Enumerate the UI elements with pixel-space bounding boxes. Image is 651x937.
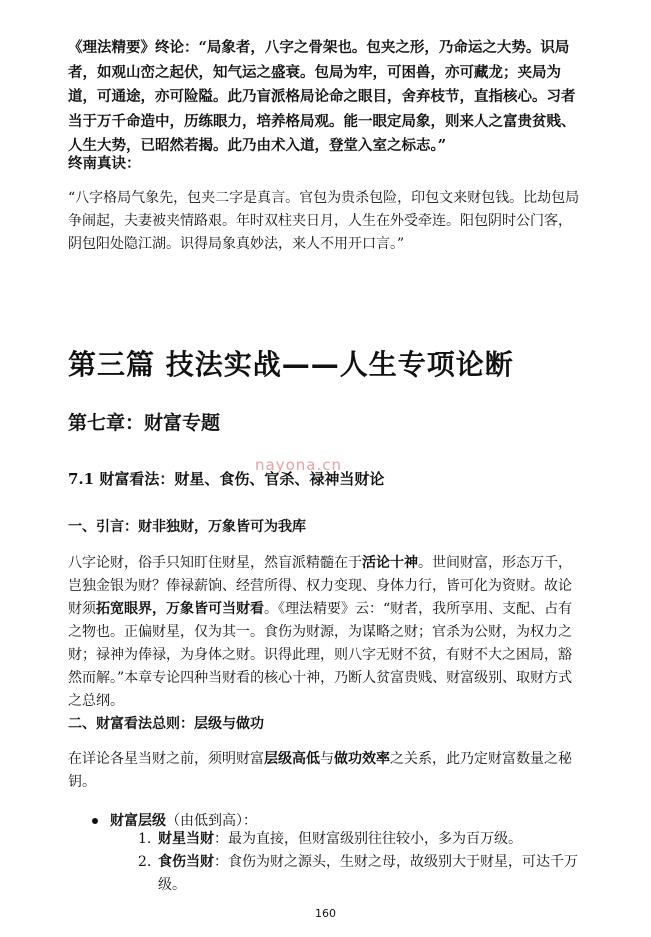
quote-text: 局象者，八字之骨架也。包夹之形，乃命运之大势。识局者，如观山峦之起伏，知气运之盛衰。包局为牢，可困兽，亦可藏龙；夹局为道，可通途，亦可险隘。此乃盲派格局论命之眼目，舍弃枝节，直指核心。习者当于万千命造中，历练眼力，培养格局观。能一眼定局象，则来人之富贵贫贱、人生大势，已昭然若揭。此乃由术入道，登堂入室之标志。”: [68, 39, 576, 154]
list-item: [138, 828, 584, 851]
intro-bold-1: 活论十神: [362, 555, 418, 571]
principles-text-1: 在详论各星当财之前，须明财富: [68, 751, 264, 767]
list-item-text: ：食伤为财之源头，生财之母，故级别大于财星，可达千万级。: [158, 854, 578, 893]
list-item-text: ：最为直接，但财富级别往往较小，多为百万级。: [214, 831, 522, 847]
closing-quote-paragraph: [68, 36, 584, 159]
part-title: 第三篇 技法实战——人生专项论断: [68, 348, 514, 381]
list-item-label: 食伤当财: [158, 854, 214, 870]
principles-text-2: 之关系，此乃定财富数量之秘钥。: [68, 751, 572, 790]
section-title: 7.1 财富看法：财星、食伤、官杀、禄神当财论: [68, 470, 385, 488]
principles-paragraph: [68, 748, 584, 794]
chapter-title: 第七章：财富专题: [68, 412, 221, 434]
bullet-wealth-levels: [92, 810, 257, 830]
intro-paragraph: [68, 552, 584, 713]
list-item-number: 1.: [138, 831, 152, 847]
intro-text-1: 八字论财，俗手只知盯住财星，然盲派精髓在于: [68, 555, 362, 571]
list-item-label: 财星当财: [158, 831, 214, 847]
intro-text-3: 。《理法精要》云：“财者，我所享用、支配、占有之物也。正偏财星，仅为其一。食伤为财源，为谋略之财；官杀为公财，为权力之财；禄神为俸禄，为身体之财。识得此理，则八字无财不贫，有财不大之困局，豁然而解。”本章专论四种当财看的核心十神，乃断人贫富贵贱、财富级别、取财方式之总纲。: [68, 601, 573, 709]
intro-text-2: 。世间财富，形态万千，岂独金银为财？俸禄薪饷、经营所得、权力变现、身体力行，皆可化为资财。故论财须: [68, 555, 572, 617]
subsection-heading-intro: 一、引言：财非独财，万象皆可为我库: [68, 519, 306, 535]
bullet-label: 财富层级: [110, 813, 166, 829]
list-item: [138, 851, 584, 897]
principles-bold-1: 层级高低: [264, 751, 320, 767]
subsection-heading-principles: 二、财富看法总则：层级与做功: [68, 716, 264, 732]
zhongnan-verse: “八字格局气象先，包夹二字是真言。官包为贵杀包险，印包文来财包钱。比劫包局争闹起，夫妻被夹情路艰。年时双柱夹日月，人生在外受牵连。阳包阴时公门客，阴包阳处隐江湖。识得局象真妙法，来人不用开口言。”: [68, 190, 580, 252]
page-number: 160: [315, 907, 336, 920]
zhongnan-heading: 终南真诀：: [68, 155, 141, 172]
bullet-suffix: （由低到高）：: [166, 813, 257, 829]
bullet-dot-icon: [92, 818, 98, 824]
principles-text-mid: 与: [320, 751, 334, 767]
intro-bold-2: 拓宽眼界，万象皆可当财看: [96, 601, 264, 617]
watermark: nayona.cn: [255, 456, 342, 474]
list-item-number: 2.: [138, 854, 152, 870]
quote-lead: 《理法精要》终论：“: [68, 39, 207, 56]
principles-bold-2: 做功效率: [334, 751, 390, 767]
